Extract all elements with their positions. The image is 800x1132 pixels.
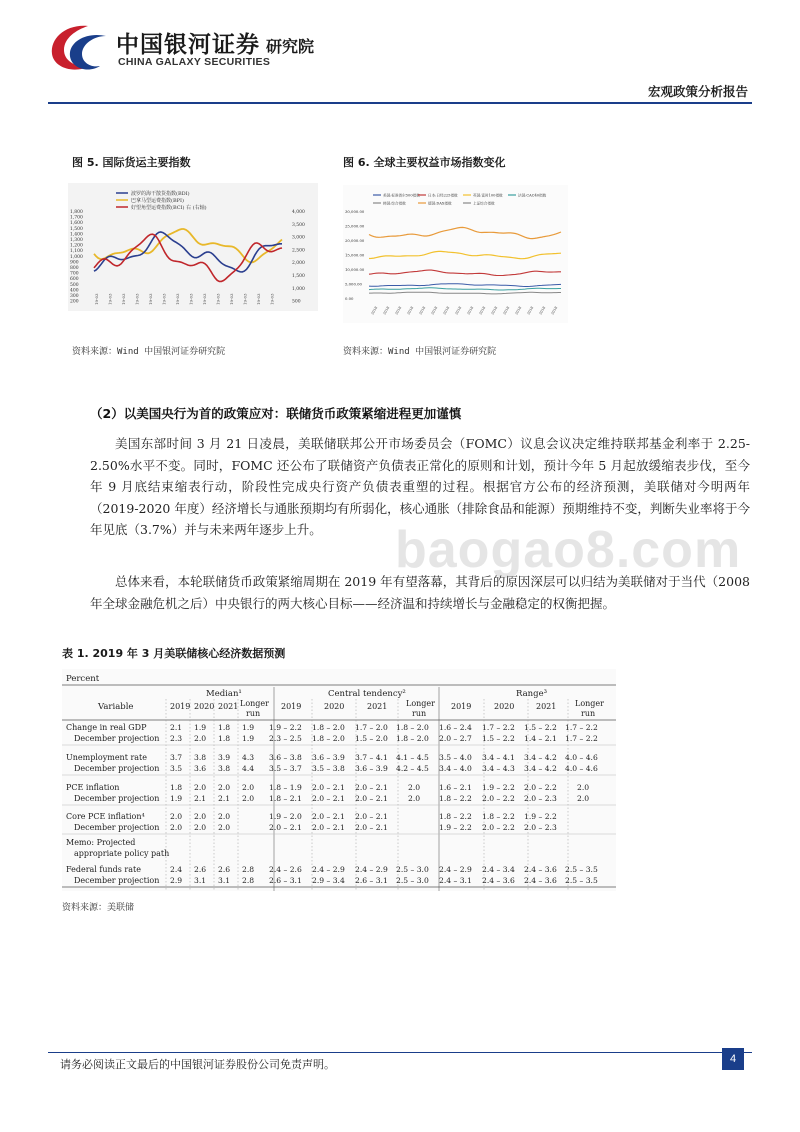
row-label: December projection [74,876,160,885]
legend-label: 好望角型运费指数(BCI) 右 (右轴) [131,205,207,211]
table-cell: 2.4 – 2.9 [312,865,345,874]
table-cell: 1.9 – 2.2 [482,783,515,792]
year-header: 2019 [281,702,302,711]
table-cell: 3.6 – 3.9 [312,753,345,762]
table-cell: 2.9 – 3.4 [312,876,345,885]
row-label: December projection [74,764,160,773]
figure5-caption: 图 5. 国际货运主要指数 [72,156,191,169]
right-tick-label: 4,000 [292,210,305,215]
year-header: 2021 [218,702,239,711]
row-label: December projection [74,734,160,743]
legend-label: 法国:CAC40指数 [518,193,547,198]
table-cell: 3.6 [194,764,207,773]
figure5-source: 资料来源：Wind 中国银河证券研究院 [72,347,226,357]
x-tick-label: 19-03 [229,293,234,305]
left-tick-label: 1,100 [70,249,83,255]
table-cell: 2.6 [218,865,231,874]
series-line [369,227,561,238]
table-cell: 2.1 [218,794,231,803]
table-cell: 2.9 [170,876,183,885]
series-line [369,288,561,290]
table-cell: 3.4 – 4.2 [524,764,557,773]
left-tick-label: 700 [70,271,79,277]
table-cell: 4.2 – 4.5 [396,764,429,773]
projection-table [62,669,616,891]
table-cell: 1.5 – 2.2 [524,723,557,732]
row-label: PCE inflation [66,783,120,792]
y-tick-label: 5,000.00 [345,281,362,287]
table-cell: 1.8 – 2.2 [439,812,472,821]
legend-label: 美国:标准普尔500指数 [383,193,420,198]
x-tick-label: 2018 [370,305,379,316]
table-cell: 2.6 – 3.1 [269,876,302,885]
figure5-chart [68,183,318,311]
x-tick-label: 2018 [442,305,451,316]
table-cell: 2.5 – 3.5 [565,876,598,885]
left-tick-label: 300 [70,294,79,299]
table-cell: 2.5 – 3.0 [396,865,429,874]
y-tick-label: 0.00 [345,296,354,301]
table-cell: 2.6 – 3.1 [355,876,388,885]
table-cell: 1.4 – 2.1 [524,734,557,743]
table-cell: 2.1 [170,723,183,732]
legend-label: 波罗的海干散货指数(BDI) [131,191,190,197]
figure6-caption: 图 6. 全球主要权益市场指数变化 [343,156,506,169]
x-tick-label: 2018 [466,305,475,316]
table-cell: 2.4 – 3.6 [524,876,557,885]
longer-run-header: Longer [575,699,604,708]
table-cell: 3.8 [218,764,231,773]
right-tick-label: 3,500 [292,222,305,228]
left-tick-label: 600 [70,277,79,283]
left-tick-label: 900 [70,260,79,266]
series-line [369,284,561,287]
table-cell: 1.8 – 1.9 [269,783,302,792]
paragraph-fomc: 美国东部时间 3 月 21 日凌晨，美联储联邦公开市场委员会（FOMC）议息会议决定维持联邦基金利率于 2.25-2.50%水平不变。同时，FOMC 还公布了联储资产负债表正常化的原则和计划，预计今年 5 月起放缓缩表步伐，至今年 9 月底结束缩表行动，阶段性完成央行资产负债表重塑的过程。根据官方公布的经济预测，美联储对今明两年（2019-2020 年度）经济增长与通胀预期均有所弱化，核心通胀（排除食品和能源）预期维持不变，判断失业率将于今年见底（3.7%）并与未来两年逐步上升。 [90,436,750,537]
table-cell: 2.4 – 2.6 [269,865,302,874]
legend-label: 韩国:综合指数 [383,201,406,206]
table-cell: 3.4 – 4.0 [439,764,472,773]
table-cell: 2.1 [194,794,207,803]
table-cell: 4.3 [242,753,255,762]
table-cell: 2.0 – 2.1 [312,823,345,832]
variable-header: Variable [98,702,134,712]
table-cell: 2.0 [194,783,207,792]
x-tick-label: 2018 [382,305,391,316]
table-cell: 3.5 – 4.0 [439,753,472,762]
table-cell: 3.6 – 3.9 [355,764,388,773]
x-tick-label: 19-03 [175,293,180,305]
y-tick-label: 15,000.00 [345,252,365,258]
projection-table-svg [62,669,616,891]
right-tick-label: 1,500 [292,274,305,279]
table-cell: 2.0 – 2.1 [312,812,345,821]
section-title: （2）以美国央行为首的政策应对：联储货币政策紧缩进程更加谨慎 [90,406,462,421]
longer-run-header: run [412,709,427,718]
row-label: December projection [74,794,160,803]
row-label: Core PCE inflation⁴ [66,812,145,821]
y-tick-label: 25,000.00 [345,223,365,229]
right-tick-label: 2,500 [292,248,305,254]
table-cell: 2.3 – 2.5 [269,734,302,743]
table-cell: 2.0 [194,734,207,743]
table1-caption: 表 1. 2019 年 3 月美联储核心经济数据预测 [62,647,286,660]
x-tick-label: 19-03 [256,293,261,305]
table-cell: 2.0 [194,812,207,821]
group-header-median: Median¹ [206,689,242,699]
longer-run-header: run [581,709,596,718]
table-cell: 1.8 – 2.0 [396,734,429,743]
table-cell: 2.0 – 2.2 [482,794,515,803]
x-tick-label: 2018 [526,305,535,316]
brand-department: 研究院 [266,37,315,56]
row-label: December projection [74,823,160,832]
table-cell: 2.4 – 2.9 [439,865,472,874]
left-tick-label: 1,200 [70,243,83,249]
table-cell: 2.0 – 2.2 [524,783,557,792]
table-cell: 4.1 – 4.5 [396,753,429,762]
table-cell: 1.8 – 2.2 [439,794,472,803]
table-cell: 2.0 – 2.1 [355,812,388,821]
table-cell: 2.0 – 2.1 [312,783,345,792]
brand-name-en: CHINA GALAXY SECURITIES [118,56,271,68]
table-cell: 3.7 [170,753,183,762]
table-cell: 2.4 – 3.1 [439,876,472,885]
table-cell: 2.4 – 2.9 [355,865,388,874]
x-tick-label: 19-03 [215,293,221,305]
table-cell: 1.6 – 2.4 [439,723,472,732]
table-cell: 3.5 [170,764,183,773]
table-cell: 1.9 [170,794,183,803]
table-cell: 1.7 – 2.2 [565,723,598,732]
table-cell: 1.5 – 2.0 [355,734,388,743]
table-cell: 1.5 – 2.2 [482,734,515,743]
x-tick-label: 19-03 [269,293,275,305]
year-header: 2020 [324,702,345,711]
table-cell: 2.0 [218,823,231,832]
x-tick-label: 19-03 [107,293,113,305]
year-header: 2019 [170,702,191,711]
table-cell: 3.5 – 3.8 [312,764,345,773]
left-tick-label: 1,700 [70,215,83,221]
left-tick-label: 1,000 [70,254,83,260]
galaxy-logo-icon [48,22,110,74]
table-cell: 4.0 – 4.6 [565,764,598,773]
disclaimer: 请务必阅读正文最后的中国银河证券股份公司免责声明。 [60,1058,335,1071]
longer-run-header: Longer [406,699,435,708]
table-unit: Percent [66,674,100,684]
x-tick-label: 2018 [490,305,499,316]
table-cell: 4.0 – 4.6 [565,753,598,762]
left-tick-label: 1,500 [70,226,83,232]
x-tick-label: 2018 [394,305,403,316]
table-cell: 3.7 – 4.1 [355,753,388,762]
x-tick-label: 19-03 [202,293,207,305]
page-number: 4 [722,1048,744,1070]
table-cell: 2.0 – 2.7 [439,734,472,743]
header-divider [48,102,752,104]
table-cell: 3.4 – 4.3 [482,764,515,773]
left-tick-label: 500 [70,282,79,288]
table-cell: 3.4 – 4.1 [482,753,515,762]
table-cell: 3.6 – 3.8 [269,753,302,762]
table-cell: 1.9 – 2.2 [439,823,472,832]
table-cell: 3.1 [218,876,231,885]
brand-name-cn: 中国银河证券 [116,32,260,58]
legend-label: 巴拿马型运费指数(BPI) [131,198,184,204]
table-cell: 1.8 [170,783,183,792]
table-cell: 2.6 [194,865,207,874]
left-tick-label: 1,300 [70,238,83,243]
x-tick-label: 19-03 [134,293,140,305]
table-cell: 2.4 – 3.6 [482,876,515,885]
x-tick-label: 2018 [538,305,547,316]
left-tick-label: 1,800 [70,210,83,215]
table-cell: 2.0 – 2.1 [312,794,345,803]
table-cell: 1.9 – 2.2 [269,723,302,732]
table-cell: 2.0 [194,823,207,832]
table-cell: 1.7 – 2.2 [482,723,515,732]
left-tick-label: 1,400 [70,232,83,238]
x-tick-label: 19-03 [242,293,248,305]
table-cell: 2.8 [242,876,255,885]
table-cell: 2.0 [577,783,590,792]
table-cell: 2.0 – 2.1 [355,783,388,792]
x-tick-label: 2018 [478,305,487,316]
right-tick-label: 1,000 [292,286,305,292]
table-cell: 2.0 [170,823,183,832]
table-cell: 1.8 [218,723,231,732]
left-tick-label: 800 [70,266,79,271]
year-header: 2020 [194,702,215,711]
table-cell: 2.5 – 3.0 [396,876,429,885]
table-cell: 3.4 – 4.2 [524,753,557,762]
x-tick-label: 2018 [418,305,427,316]
table-cell: 2.0 [218,812,231,821]
year-header: 2019 [451,702,472,711]
year-header: 2020 [494,702,515,711]
legend-label: 日本:日经225指数 [428,193,458,198]
table1-source: 资料来源：美联储 [62,903,135,913]
x-tick-label: 19-03 [94,293,99,305]
left-tick-label: 200 [70,299,79,305]
year-header: 2021 [367,702,388,711]
table-cell: 1.8 [218,734,231,743]
table-cell: 2.4 – 3.6 [524,865,557,874]
table-cell: 1.8 – 2.0 [312,723,345,732]
table-cell: 2.0 [170,812,183,821]
table-cell: 1.8 – 2.1 [269,794,302,803]
figure6-chart [343,185,568,323]
group-header-central: Central tendency² [328,689,406,699]
table-cell: 2.0 – 2.1 [355,794,388,803]
table-cell: 2.0 [577,794,590,803]
table-cell: 3.5 – 3.7 [269,764,302,773]
table-cell: 2.8 [242,865,255,874]
row-label: Unemployment rate [66,753,148,762]
table-cell: 2.0 – 2.2 [482,823,515,832]
y-tick-label: 10,000.00 [345,267,365,272]
group-header-range: Range³ [516,689,548,699]
table-cell: 2.5 – 3.5 [565,865,598,874]
right-tick-label: 2,000 [292,261,305,267]
memo-label: Memo: Projected [66,838,136,847]
footer-divider [48,1052,752,1053]
x-tick-label: 2018 [502,305,511,316]
left-tick-label: 400 [70,288,79,294]
table-cell: 1.9 – 2.2 [524,812,557,821]
table-cell: 2.0 – 2.3 [524,794,557,803]
table-cell: 2.0 [242,783,255,792]
table-cell: 1.9 [194,723,207,732]
table-cell: 2.4 [170,865,183,874]
figure5-svg [68,183,318,311]
table-cell: 1.8 – 2.2 [482,812,515,821]
figure6-source: 资料来源：Wind 中国银河证券研究院 [343,347,497,357]
table-cell: 3.8 [194,753,207,762]
table-cell: 1.6 – 2.1 [439,783,472,792]
series-line [369,292,561,294]
year-header: 2021 [536,702,557,711]
table-cell: 2.3 [170,734,183,743]
table-cell: 2.0 [218,783,231,792]
table-cell: 1.9 [242,734,255,743]
table-cell: 2.0 [408,783,421,792]
table-cell: 2.0 [242,794,255,803]
table-cell: 1.7 – 2.2 [565,734,598,743]
x-tick-label: 19-03 [161,293,167,305]
x-tick-label: 19-03 [188,293,194,305]
table-cell: 3.9 [218,753,231,762]
x-tick-label: 2018 [514,305,523,316]
watermark: baogao8.com [395,521,742,579]
table-cell: 2.0 – 2.1 [355,823,388,832]
x-tick-label: 2018 [430,305,439,316]
table-cell: 1.8 – 2.0 [396,723,429,732]
row-label: Federal funds rate [66,865,141,874]
table-cell: 1.9 – 2.0 [269,812,302,821]
table-cell: 2.0 – 2.1 [269,823,302,832]
figure6-svg [343,185,568,323]
legend-label: 上证综合指数 [473,201,495,206]
table-cell: 3.1 [194,876,207,885]
paragraph-summary: 总体来看，本轮联储货币政策紧缩周期在 2019 年有望落幕，其背后的原因深层可以归结为美联储对于当代（2008 年全球金融危机之后）中央银行的两大核心目标——经济温和持续增长与金融稳定的权衡把握。 [90,574,750,611]
x-tick-label: 2018 [406,305,415,316]
table-cell: 2.0 [408,794,421,803]
table-cell: 1.8 – 2.0 [312,734,345,743]
series-line [369,270,561,275]
memo-label: appropriate policy path [74,849,170,858]
longer-run-header: run [246,709,261,718]
x-tick-label: 19-03 [148,293,153,305]
right-tick-label: 500 [292,299,301,305]
report-type: 宏观政策分析报告 [647,84,748,99]
table-cell: 2.4 – 3.4 [482,865,515,874]
table-cell: 2.0 – 2.3 [524,823,557,832]
x-tick-label: 2018 [550,305,559,316]
y-tick-label: 30,000.00 [345,209,365,214]
table-cell: 4.4 [242,764,255,773]
x-tick-label: 19-03 [121,293,126,305]
left-tick-label: 1,600 [70,221,83,227]
table-cell: 1.7 – 2.0 [355,723,388,732]
x-tick-label: 2018 [454,305,463,316]
legend-label: 英国:富时100指数 [473,193,503,198]
y-tick-label: 20,000.00 [345,238,365,243]
right-tick-label: 3,000 [292,235,305,241]
table-cell: 1.9 [242,723,255,732]
row-label: Change in real GDP [66,723,147,732]
series-line [369,251,561,258]
legend-label: 德国:DAX指数 [428,201,452,206]
longer-run-header: Longer [240,699,269,708]
